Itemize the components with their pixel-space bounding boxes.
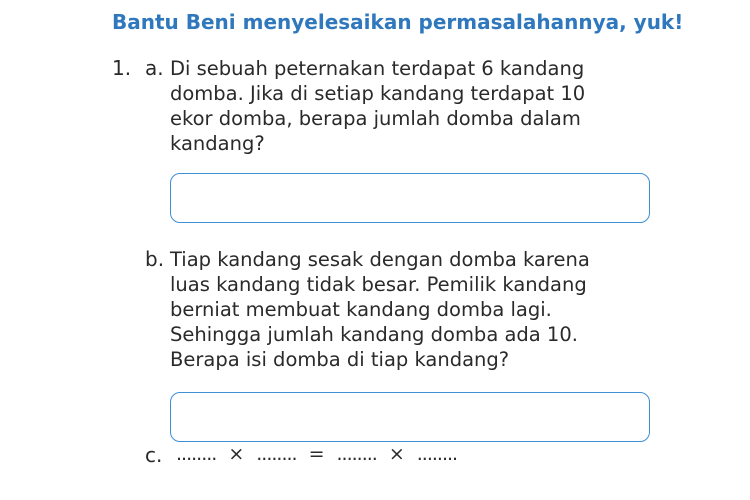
blank-2[interactable]: ........ (256, 443, 297, 465)
blank-1[interactable]: ........ (176, 443, 217, 465)
part-b-line: Berapa isi domba di tiap kandang? (170, 348, 510, 371)
part-b-line: berniat membuat kandang domba lagi. (170, 298, 552, 321)
part-b-line: Sehingga jumlah kandang domba ada 10. (170, 323, 578, 346)
blank-3[interactable]: ........ (336, 443, 377, 465)
blank-4[interactable]: ........ (416, 443, 458, 465)
times-symbol: × (388, 443, 405, 465)
answer-box-a[interactable] (170, 173, 650, 223)
times-symbol: × (228, 443, 245, 465)
part-a-line: Di sebuah peternakan terdapat 6 kandang (170, 57, 585, 80)
part-a-text (170, 56, 585, 156)
equals-symbol: = (308, 443, 325, 465)
part-b-text (170, 247, 590, 372)
part-c-letter: c. (145, 443, 163, 467)
part-a-line: kandang? (170, 132, 265, 155)
part-a-letter: a. (145, 56, 164, 80)
part-b-letter: b. (145, 247, 165, 271)
part-b-line: Tiap kandang sesak dengan domba karena (170, 248, 590, 271)
question-number: 1. (112, 56, 132, 80)
part-a-line: ekor domba, berapa jumlah domba dalam (170, 107, 581, 130)
exercise-heading: Bantu Beni menyelesaikan permasalahannya, yuk! (112, 10, 684, 34)
part-b-line: luas kandang tidak besar. Pemilik kandang (170, 273, 587, 296)
part-a-line: domba. Jika di setiap kandang terdapat 10 (170, 82, 586, 105)
answer-box-b[interactable] (170, 392, 650, 442)
part-c-equation (176, 443, 457, 465)
